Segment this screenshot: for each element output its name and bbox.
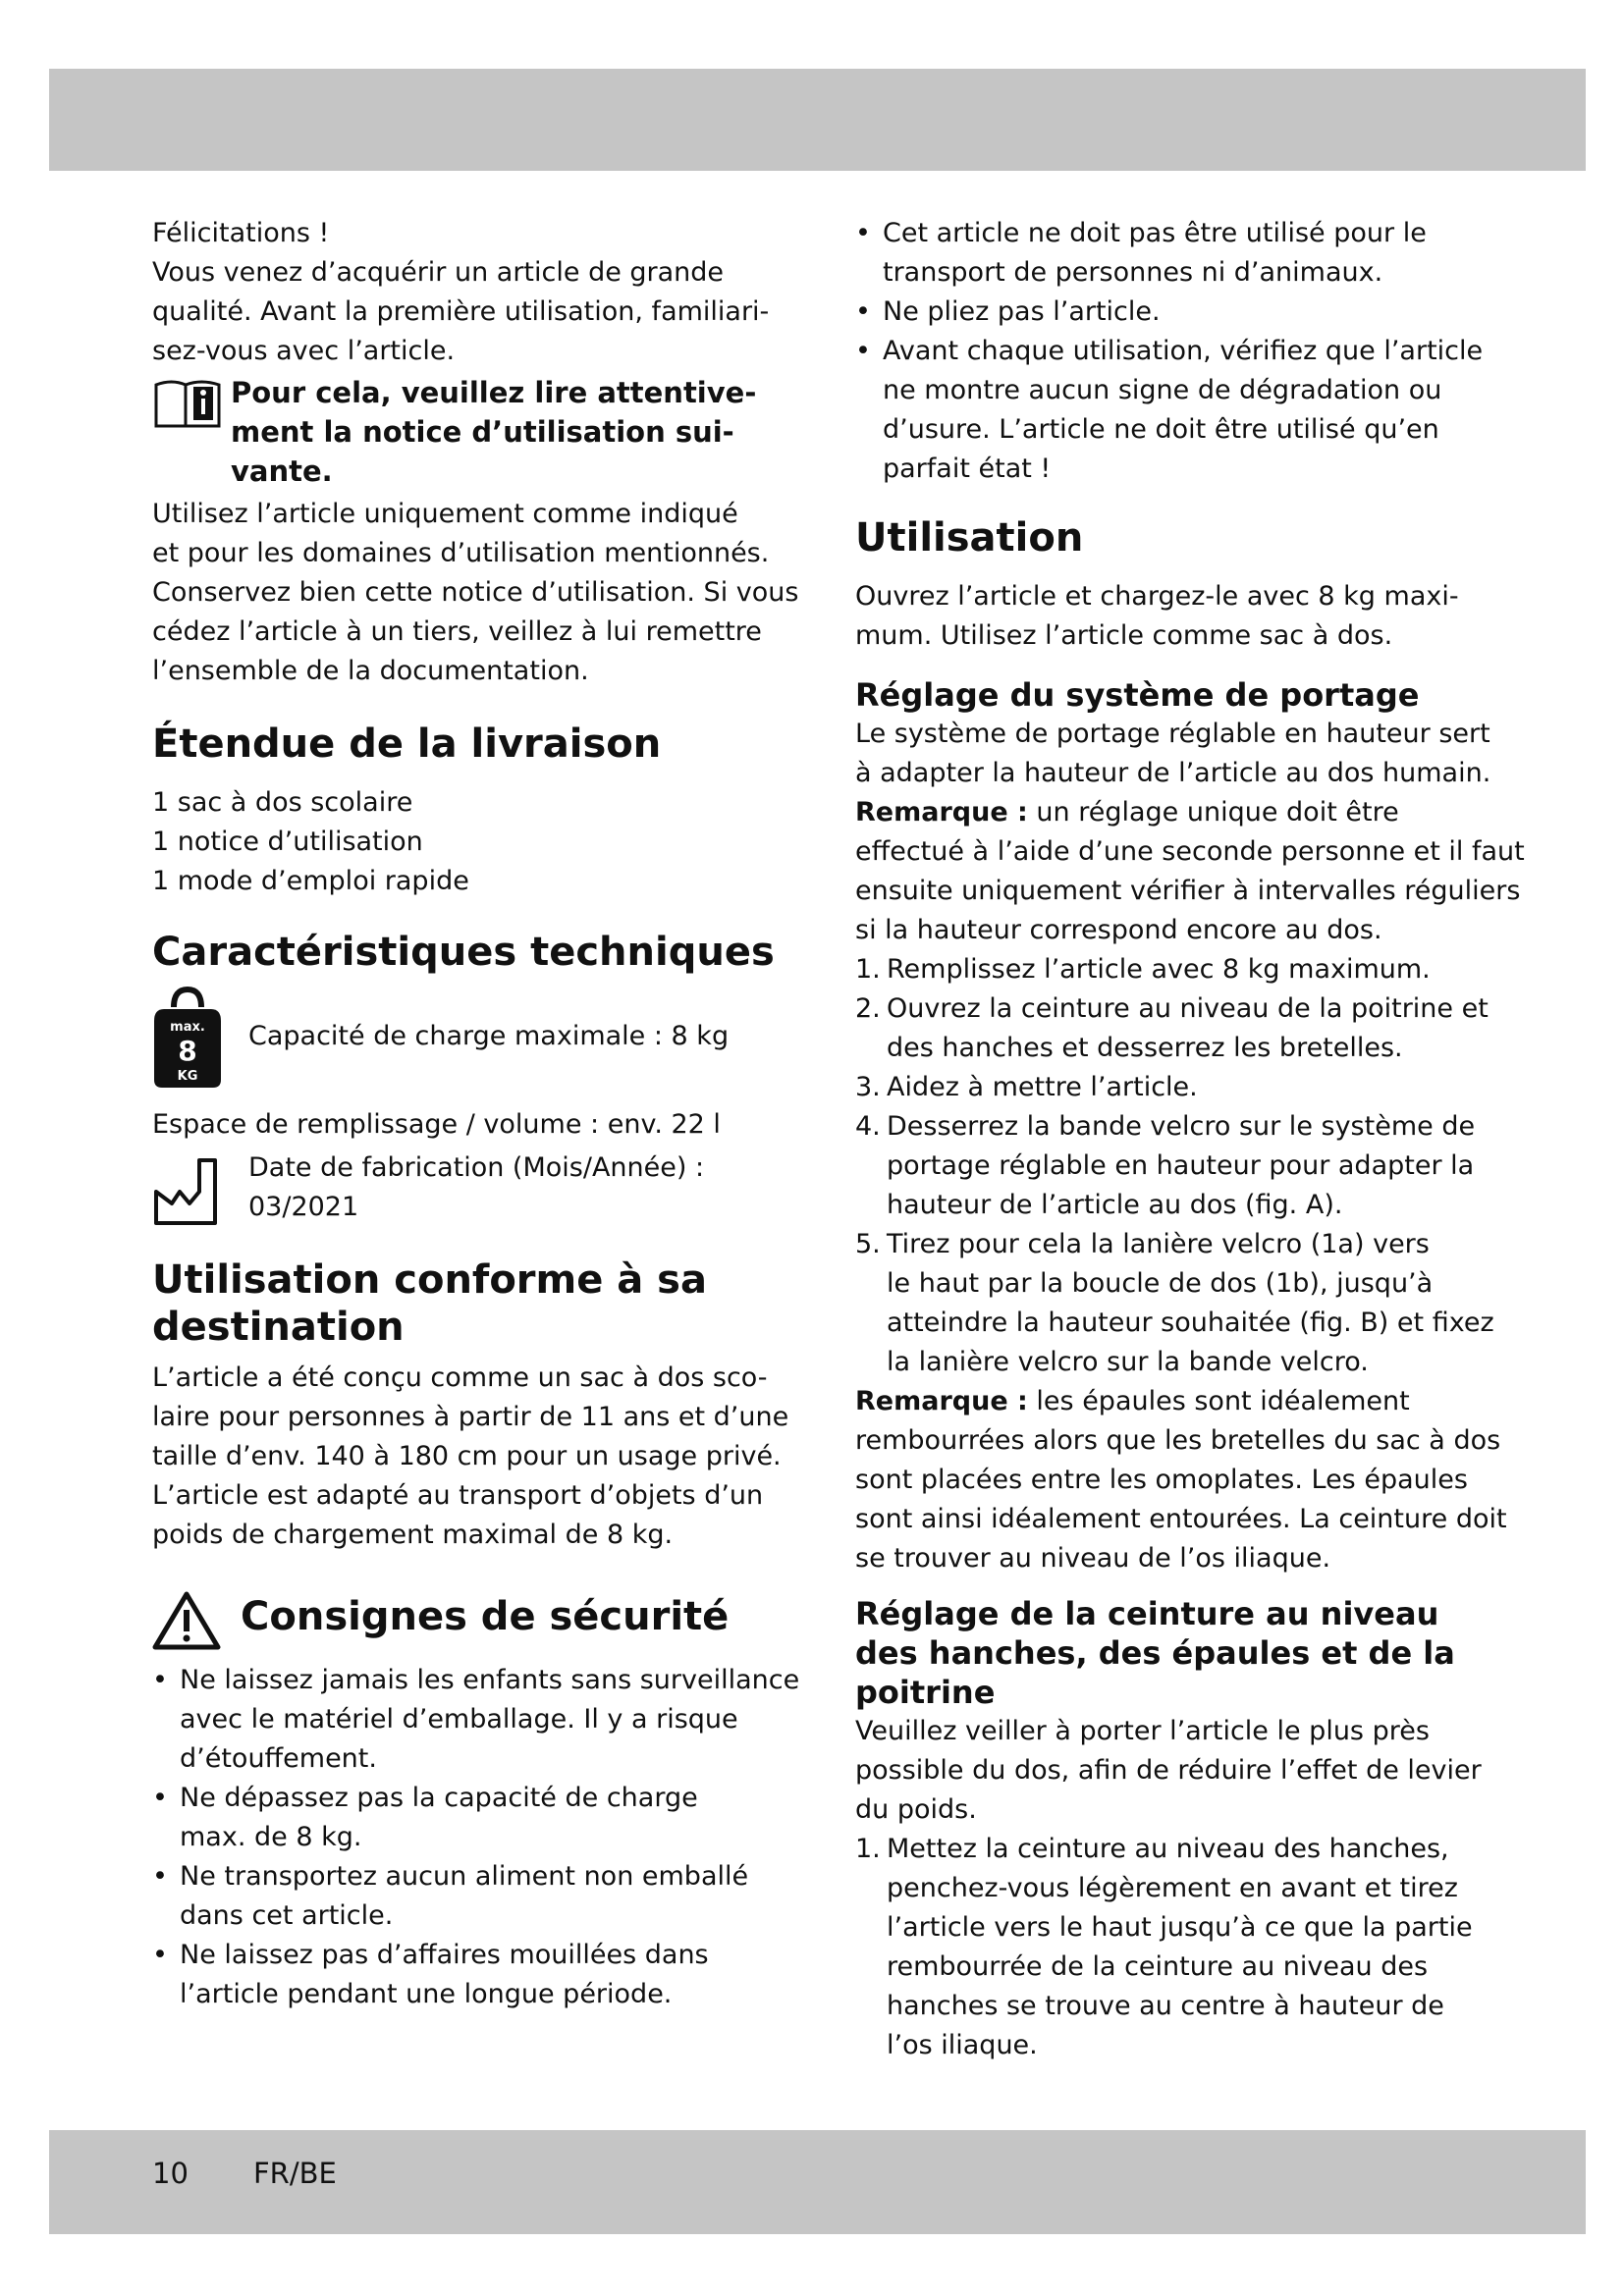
text-line: d’usure. L’article ne doit être utilisé qu’en xyxy=(883,414,1439,445)
text-line: l’article vers le haut jusqu’à ce que la partie xyxy=(887,1912,1473,1943)
step-number: 3. xyxy=(855,1072,881,1102)
capacity-row xyxy=(152,986,781,1094)
note-label: Remarque : xyxy=(855,1386,1028,1416)
weight-icon-label: max. xyxy=(170,1020,205,1035)
text-line: l’os iliaque. xyxy=(887,2030,1038,2060)
list-item xyxy=(855,989,1489,1068)
usage-text xyxy=(152,495,799,691)
text-line: et pour les domaines d’utilisation mentionnés. xyxy=(152,538,770,568)
info-note-line: Pour cela, veuillez lire attentive- xyxy=(231,376,757,409)
heading-line: destination xyxy=(152,1305,405,1350)
text-line: hauteur de l’article au dos (fig. A). xyxy=(887,1190,1343,1220)
heading-line: Réglage de la ceinture au niveau xyxy=(855,1595,1439,1632)
list-item xyxy=(152,1779,781,1857)
text-line: la lanière velcro sur la bande velcro. xyxy=(887,1347,1369,1377)
text-line: des hanches et desserrez les bretelles. xyxy=(887,1033,1403,1063)
text-line: Conservez bien cette notice d’utilisation. Si vous xyxy=(152,577,799,608)
text-line: à adapter la hauteur de l’article au dos humain. xyxy=(855,758,1491,788)
list-item xyxy=(855,1830,1484,2065)
text-line: du poids. xyxy=(855,1794,977,1825)
factory-icon xyxy=(152,1152,223,1231)
list-item xyxy=(855,1068,1484,1107)
text-line: Le système de portage réglable en hauteur sert xyxy=(855,719,1490,749)
note-line xyxy=(855,793,1484,832)
info-note-line: ment la notice d’utilisation sui- xyxy=(231,415,734,449)
text-line: le haut par la boucle de dos (1b), jusqu’à xyxy=(887,1268,1434,1299)
weight-icon-number: 8 xyxy=(178,1035,197,1067)
step-number: 5. xyxy=(855,1229,881,1259)
list-item xyxy=(855,1107,1484,1225)
step-number: 1. xyxy=(855,954,881,985)
text-line: les épaules sont idéalement xyxy=(1027,1386,1410,1416)
text-line: • Ne laissez jamais les enfants sans surveillance xyxy=(180,1665,800,1695)
volume-text xyxy=(152,1105,781,1145)
warning-icon xyxy=(152,1590,221,1651)
heading-line: poitrine xyxy=(855,1674,996,1711)
text-line: si la hauteur correspond encore au dos. xyxy=(855,915,1382,945)
list-item xyxy=(855,1225,1494,1382)
text-line: portage réglable en hauteur pour adapter la xyxy=(887,1150,1475,1181)
fabrication-label: Date de fabrication (Mois/Année) : xyxy=(248,1152,705,1183)
heading-line: des hanches, des épaules et de la xyxy=(855,1634,1455,1672)
text-line: parfait état ! xyxy=(883,454,1052,484)
info-note xyxy=(152,373,781,491)
text-line: Tirez pour cela la lanière velcro (1a) vers xyxy=(887,1229,1430,1259)
text-line: Ouvrez l’article et chargez-le avec 8 kg maxi- xyxy=(855,581,1459,612)
header-band xyxy=(49,69,1586,171)
fabrication-row xyxy=(152,1148,781,1237)
list-item xyxy=(855,293,1484,332)
text-line: sez-vous avec l’article. xyxy=(152,336,456,366)
text-line: sont placées entre les omoplates. Les épaules xyxy=(855,1465,1468,1495)
intended-use-heading xyxy=(152,1256,781,1351)
weight-icon-unit: KG xyxy=(177,1069,198,1084)
list-item xyxy=(855,332,1484,489)
text-line: Vous venez d’acquérir un article de grande xyxy=(152,257,725,288)
text-line: • Ne dépassez pas la capacité de charge xyxy=(180,1783,698,1813)
step-number: 2. xyxy=(855,993,881,1024)
belt-heading xyxy=(855,1594,1484,1712)
text-line: • Ne laissez pas d’affaires mouillées dans xyxy=(180,1940,709,1970)
delivery-list xyxy=(152,783,781,901)
text-line: transport de personnes ni d’animaux. xyxy=(883,257,1383,288)
text-line: Remplissez l’article avec 8 kg maximum. xyxy=(887,954,1431,985)
text-line: qualité. Avant la première utilisation, familiari- xyxy=(152,296,770,327)
text-line: • Cet article ne doit pas être utilisé pour le xyxy=(883,218,1427,248)
fabrication-value: 03/2021 xyxy=(248,1192,359,1222)
carry-system-heading: Réglage du système de portage xyxy=(855,676,1420,714)
text-line: sont ainsi idéalement entourées. La ceinture doit xyxy=(855,1504,1507,1534)
text-line: • Ne transportez aucun aliment non emballé xyxy=(180,1861,749,1892)
list-item: 1 mode d’emploi rapide xyxy=(152,866,469,896)
list-item: 1 sac à dos scolaire xyxy=(152,787,413,818)
usage-heading: Utilisation xyxy=(855,515,1084,561)
safety-heading xyxy=(152,1588,781,1653)
text-line: dans cet article. xyxy=(180,1900,394,1931)
capacity-text: Capacité de charge maximale : 8 kg xyxy=(248,1021,730,1051)
text-line: • Avant chaque utilisation, vérifiez que l’article xyxy=(883,336,1484,366)
carry-steps xyxy=(855,950,1494,1382)
text-line: hanches se trouve au centre à hauteur de xyxy=(887,1991,1444,2021)
text-line: L’article a été conçu comme un sac à dos sco- xyxy=(152,1362,768,1393)
intended-use-text xyxy=(152,1359,789,1555)
list-item xyxy=(855,214,1484,293)
safety-title: Consignes de sécurité xyxy=(241,1594,730,1639)
text-line: atteindre la hauteur souhaitée (fig. B) et fixez xyxy=(887,1308,1494,1338)
left-column xyxy=(152,214,800,2014)
usage-text xyxy=(855,577,1484,656)
belt-text xyxy=(855,1712,1484,1830)
text-line: rembourrée de la ceinture au niveau des xyxy=(887,1951,1429,1982)
list-item: 1 notice d’utilisation xyxy=(152,827,423,857)
right-column xyxy=(855,214,1525,2065)
text-line: Espace de remplissage / volume : env. 22 l xyxy=(152,1109,721,1140)
step-number: 1. xyxy=(855,1834,881,1864)
text-line: taille d’env. 140 à 180 cm pour un usage privé. xyxy=(152,1441,782,1471)
intro-text xyxy=(152,214,781,371)
text-line: ne montre aucun signe de dégradation ou xyxy=(883,375,1442,405)
list-item xyxy=(152,1661,800,1779)
text-line: l’article pendant une longue période. xyxy=(180,1979,673,2009)
page-number: 10 xyxy=(152,2157,189,2190)
list-item xyxy=(152,1936,781,2014)
text-line: Desserrez la bande velcro sur le système de xyxy=(887,1111,1476,1142)
list-item xyxy=(152,1857,781,1936)
safety-list xyxy=(152,1661,800,2014)
text-line: avec le matériel d’emballage. Il y a risque xyxy=(180,1704,738,1735)
delivery-heading: Étendue de la livraison xyxy=(152,721,662,767)
text-line: Félicitations ! xyxy=(152,218,330,248)
text-line: effectué à l’aide d’une seconde personne et il faut xyxy=(855,836,1525,867)
specs-heading: Caractéristiques techniques xyxy=(152,930,775,975)
text-line: rembourrées alors que les bretelles du sac à dos xyxy=(855,1425,1501,1456)
note-line xyxy=(855,1382,1484,1421)
info-note-line: vante. xyxy=(231,454,333,488)
safety-list-continued xyxy=(855,214,1484,489)
text-line: ensuite uniquement vérifier à intervalles réguliers xyxy=(855,876,1521,906)
belt-steps xyxy=(855,1830,1484,2065)
text-line: laire pour personnes à partir de 11 ans et d’une xyxy=(152,1402,789,1432)
text-line: poids de chargement maximal de 8 kg. xyxy=(152,1520,674,1550)
text-line: L’article est adapté au transport d’objets d’un xyxy=(152,1480,764,1511)
text-line: cédez l’article à un tiers, veillez à lui remettre xyxy=(152,616,762,647)
text-line: un réglage unique doit être xyxy=(1027,797,1399,828)
language-code: FR/BE xyxy=(253,2157,337,2190)
text-line: Aidez à mettre l’article. xyxy=(887,1072,1198,1102)
text-line: Utilisez l’article uniquement comme indiqué xyxy=(152,499,738,529)
carry-system-text xyxy=(855,715,1525,950)
info-book-icon xyxy=(152,377,223,432)
carry-note-2 xyxy=(855,1382,1507,1578)
text-line: • Ne pliez pas l’article. xyxy=(883,296,1161,327)
text-line: possible du dos, afin de réduire l’effet de levier xyxy=(855,1755,1482,1786)
text-line: max. de 8 kg. xyxy=(180,1822,362,1852)
text-line: se trouver au niveau de l’os iliaque. xyxy=(855,1543,1331,1574)
text-line: Mettez la ceinture au niveau des hanches, xyxy=(887,1834,1449,1864)
text-line: Ouvrez la ceinture au niveau de la poitrine et xyxy=(887,993,1489,1024)
list-item xyxy=(855,950,1484,989)
text-line: d’étouffement. xyxy=(180,1743,377,1774)
text-line: Veuillez veiller à porter l’article le plus près xyxy=(855,1716,1430,1746)
text-line: l’ensemble de la documentation. xyxy=(152,656,589,686)
text-line: mum. Utilisez l’article comme sac à dos. xyxy=(855,620,1393,651)
step-number: 4. xyxy=(855,1111,881,1142)
heading-line: Utilisation conforme à sa xyxy=(152,1257,707,1303)
weight-icon xyxy=(152,986,223,1090)
text-line: penchez-vous légèrement en avant et tirez xyxy=(887,1873,1458,1903)
note-label: Remarque : xyxy=(855,797,1028,828)
